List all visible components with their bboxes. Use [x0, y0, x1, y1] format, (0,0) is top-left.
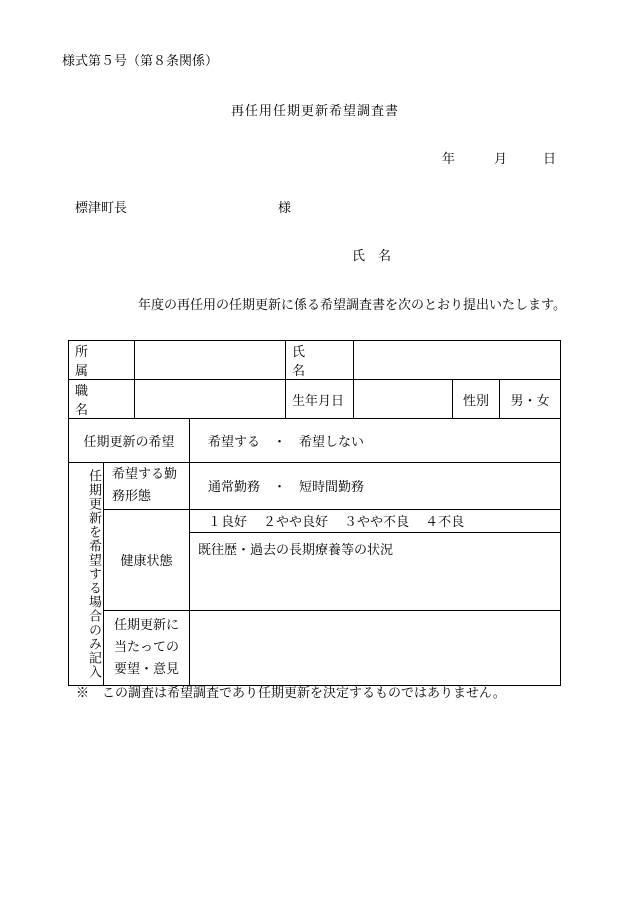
work-type-options[interactable]: 通常勤務 ・ 短時間勤務: [190, 463, 561, 510]
name-field[interactable]: [354, 341, 561, 380]
affiliation-label: 所 属: [69, 341, 135, 380]
gender-options[interactable]: 男・女: [500, 380, 561, 419]
health-option-4[interactable]: ４不良: [425, 515, 465, 531]
renewal-wish-label: 任期更新の希望: [69, 419, 190, 463]
gender-label: 性別: [453, 380, 500, 419]
health-label: 健康状態: [104, 509, 190, 610]
birthdate-label: 生年月日: [286, 380, 354, 419]
health-option-3[interactable]: ３やや不良: [344, 515, 410, 531]
date-day: 日: [543, 152, 557, 167]
applicant-name-label: 氏 名: [352, 249, 392, 264]
side-note-vertical: 任期更新を希望する場合のみ記入: [69, 463, 104, 686]
health-option-2[interactable]: ２やや良好: [263, 515, 329, 531]
position-label: 職 名: [69, 380, 135, 419]
intro-text: 年度の再任用の任期更新に係る希望調査書を次のとおり提出いたします。: [138, 298, 566, 313]
footnote: ※ この調査は希望調査であり任期更新を決定するものではありません。: [76, 686, 506, 701]
name-label: 氏 名: [286, 341, 354, 380]
affiliation-field[interactable]: [135, 341, 286, 380]
health-cell: [190, 509, 561, 610]
health-options[interactable]: [190, 510, 560, 533]
requests-field[interactable]: [190, 610, 561, 685]
date-year: 年: [442, 152, 456, 167]
date-month: 月: [494, 152, 508, 167]
health-history-label: 既往歴・過去の長期療養等の状況: [198, 542, 394, 558]
birthdate-field[interactable]: [354, 380, 453, 419]
renewal-wish-options[interactable]: 希望する ・ 希望しない: [190, 419, 561, 463]
health-option-1[interactable]: １良好: [208, 515, 248, 531]
addressee-name: 標津町長: [75, 201, 128, 216]
form-number: 様式第５号（第８条関係）: [62, 54, 219, 69]
application-form-table: [68, 340, 561, 686]
work-type-label: 希望する勤務形態: [104, 463, 190, 510]
document-title: 再任用任期更新希望調査書: [230, 104, 399, 119]
requests-label: 任期更新に当たっての要望・意見: [104, 610, 190, 685]
position-field[interactable]: [135, 380, 286, 419]
addressee-honorific: 様: [278, 201, 292, 216]
